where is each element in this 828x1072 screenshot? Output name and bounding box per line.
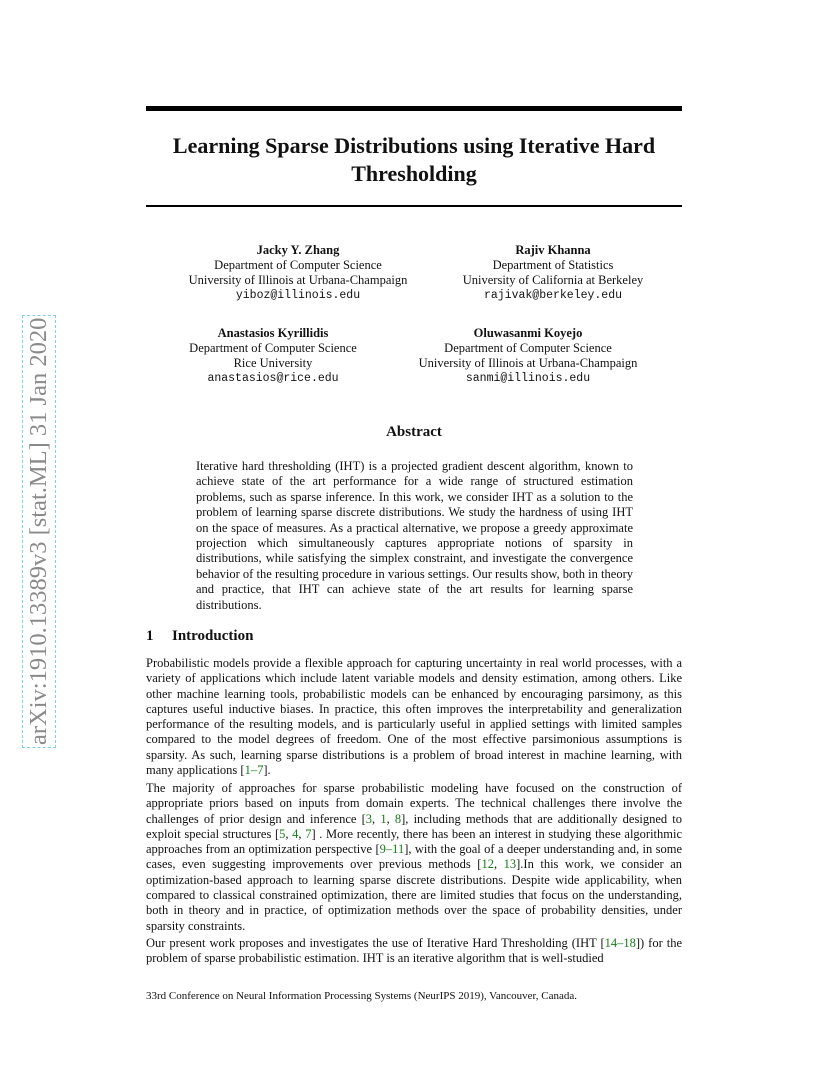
section-number: 1 <box>146 628 154 644</box>
paper-title: Learning Sparse Distributions using Iterative Hard Thresholding <box>172 133 656 186</box>
abstract-text: Iterative hard thresholding (IHT) is a projected gradient descent algorithm, known to achieve state of the art performance for a wide range of structured estimation problems, such as sparse inference. In this work, we consider IHT as a solution to the problem of learning sparse discrete distributions. We study the hardness of using IHT on the space of measures. As a practical alternative, we propose a greedy approximate projection which simultaneously captures appropriate notions of sparsity in distributions, while satisfying the simplex constraint, and investigate the convergence behavior of the resulting procedure in various settings. Our results show, both in theory and practice, that IHT can achieve state of the art results for learning sparse distributions. <box>196 459 633 612</box>
arxiv-stamp: arXiv:1910.13389v3 [stat.ML] 31 Jan 2020 <box>25 317 52 745</box>
paragraph-text: ]. <box>263 763 271 778</box>
author-inst: University of Illinois at Urbana-Champaign <box>418 356 638 370</box>
intro-paragraph-1 <box>146 656 682 778</box>
title-top-rule <box>146 106 682 111</box>
paragraph-text: ], with the goal of a deeper understanding and, in some cases, even suggesting improvements over previous methods [ <box>146 842 683 872</box>
title-bottom-rule <box>146 205 682 207</box>
citation-link[interactable]: 7 <box>305 826 312 841</box>
author-name: Anastasios Kyrillidis <box>217 326 329 340</box>
section-heading <box>146 628 253 645</box>
paragraph-text: ] . More recently, there has been an interest in studying these algorithmic approaches from an optimization perspective [ <box>146 826 683 857</box>
author-email[interactable]: sanmi@illinois.edu <box>465 372 591 385</box>
author-block-3 <box>178 326 368 386</box>
citation-link[interactable]: 1 <box>380 811 387 826</box>
conference-footnote: 33rd Conference on Neural Information Processing Systems (NeurIPS 2019), Vancouver, Canada. <box>146 990 578 1002</box>
author-inst: University of Illinois at Urbana-Champaign <box>188 273 408 287</box>
author-dept: Department of Computer Science <box>189 341 357 355</box>
citation-link[interactable]: 12 <box>481 857 494 872</box>
author-inst: Rice University <box>233 356 313 370</box>
paragraph-text: The majority of approaches for sparse probabilistic modeling have focused on the construction of appropriate priors based on inputs from domain experts. The technical challenges there involve the challenges of prior design and inference [ <box>146 781 682 826</box>
section-title: Introduction <box>172 628 254 644</box>
paragraph-text: ]) for the problem of sparse probabilistic estimation. IHT is an iterative algorithm that is well-studied <box>146 936 682 966</box>
intro-paragraph-2: The majority of approaches for sparse probabilistic modeling have focused on the construction of appropriate priors based on inputs from domain experts. The technical challenges there involve the challenges of prior design and inference [3, 1, 8], including methods that are additionally designed to exploit special structures [5, 4, 7] . More recently, there has been an interest in studying these algorithmic approaches from an optimization perspective [9–11], with the goal of a deeper understanding and, in some cases, even suggesting improvements over previous methods [12, 13].In this work, we consider an optimization-based approach to learning sparse discrete distributions. Despite wide applicability, when compared to classical constrained optimization, there are limited studies that focus on the understanding, both in theory and in practice, of optimization methods over the space of probability densities, under sparsity constraints. <box>146 781 683 933</box>
citation-link[interactable]: 3 <box>365 811 373 826</box>
paragraph-text: Probabilistic models provide a flexible approach for capturing uncertainty in real world processes, with a variety of applications which include latent variable models and density estimation, among others. Like other machine learning tools, probabilistic models can be enhanced by encouraging parsimony, as this captures useful inductive biases. In practice, this often improves the interpretability and generalization performance of the resulting models, and is particularly useful in applied settings with limited samples compared to the model degrees of freedom. One of the most effective parsimonious assumptions is sparsity. As such, learning sparse distributions is a problem of broad interest in machine learning, with many applications [ <box>146 656 682 778</box>
author-name: Oluwasanmi Koyejo <box>473 326 583 340</box>
author-dept: Department of Computer Science <box>444 341 612 355</box>
paragraph-text: Our present work proposes and investigates the use of Iterative Hard Thresholding (IHT [ <box>146 936 605 950</box>
paragraph-text: ], including methods that are additionally designed to exploit special structures [ <box>146 811 683 841</box>
author-dept: Department of Computer Science <box>214 258 382 272</box>
citation-link[interactable]: 8 <box>394 811 402 826</box>
author-inst: University of California at Berkeley <box>462 273 644 287</box>
citation-link[interactable]: 9–11 <box>379 842 405 857</box>
author-block-2 <box>448 243 658 303</box>
citation-link[interactable]: 1–7 <box>244 763 264 778</box>
citation-link[interactable]: 5 <box>279 826 286 841</box>
author-name: Jacky Y. Zhang <box>256 243 340 257</box>
author-email[interactable]: anastasios@rice.edu <box>207 372 339 385</box>
author-name: Rajiv Khanna <box>515 243 591 257</box>
intro-paragraph-3 <box>146 936 682 967</box>
citation-link[interactable]: 14–18 <box>604 936 636 950</box>
abstract-heading: Abstract <box>386 424 442 440</box>
author-email[interactable]: rajivak@berkeley.edu <box>483 289 623 302</box>
author-email[interactable]: yiboz@illinois.edu <box>235 289 361 302</box>
citation-link[interactable]: 13 <box>503 857 517 872</box>
author-dept: Department of Statistics <box>492 258 614 272</box>
author-block-1 <box>178 243 418 303</box>
paragraph-text: ].In this work, we consider an optimization-based approach to learning sparse discrete distributions. Despite wide applicability, when compared to classical constrained optimization, there are limited studies that focus on the understanding, both in theory and in practice, of optimization methods over the space of probability densities, under sparsity constraints. <box>146 857 682 933</box>
citation-link[interactable]: 4 <box>292 826 299 841</box>
author-block-4 <box>400 326 656 386</box>
